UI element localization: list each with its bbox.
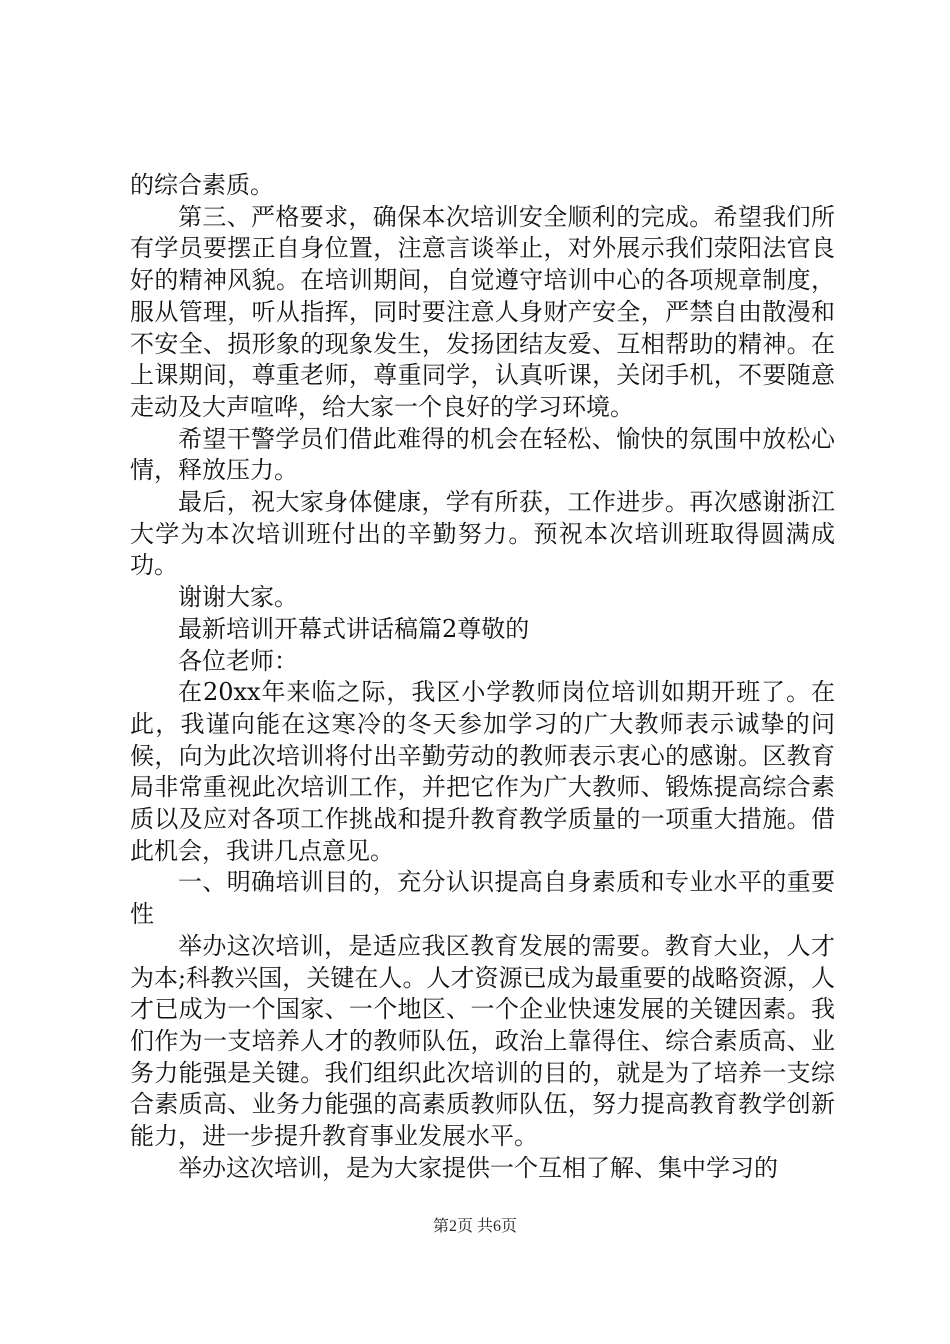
paragraph-2: 第三、严格要求，确保本次培训安全顺利的完成。希望我们所有学员要摆正自身位置，注意言谈举止，对外展示我们荥阳法官良好的精神风貌。在培训期间，自觉遵守培训中心的各项规章制度，服从管理，听从指挥，同时要注意人身财产安全，严禁自由散漫和不安全、损形象的现象发生，发扬团结友爱、互相帮助的精神。在上课期间，尊重老师，尊重同学，认真听课，关闭手机，不要随意走动及大声喧哗，给大家一个良好的学习环境。 bbox=[130, 202, 835, 421]
paragraph-1: 的综合素质。 bbox=[130, 171, 274, 199]
paragraph-4: 最后，祝大家身体健康，学有所获，工作进步。再次感谢浙江大学为本次培训班付出的辛勤努力。预祝本次培训班取得圆满成功。 bbox=[130, 488, 835, 580]
paragraph-10: 举办这次培训，是适应我区教育发展的需要。教育大业，人才为本;科教兴国，关键在人。人才资源已成为最重要的战略资源，人才已成为一个国家、一个地区、一个企业快速发展的关键因素。我们作为一支培养人才的教师队伍，政治上靠得住、综合素质高、业务力能强是关键。我们组织此次培训的目的，就是为了培养一支综合素质高、业务力能强的高素质教师队伍，努力提高教育教学创新能力，进一步提升教育事业发展水平。 bbox=[130, 931, 835, 1151]
paragraph-9-heading: 一、明确培训目的，充分认识提高自身素质和专业水平的重要性 bbox=[130, 868, 835, 929]
document-body bbox=[130, 170, 835, 1185]
page-number-footer: 第2页 共6页 bbox=[432, 1218, 517, 1235]
paragraph-11: 举办这次培训，是为大家提供一个互相了解、集中学习的 bbox=[178, 1153, 778, 1182]
paragraph-3: 希望干警学员们借此难得的机会在轻松、愉快的氛围中放松心情，释放压力。 bbox=[130, 424, 835, 485]
paragraph-5: 谢谢大家。 bbox=[178, 583, 298, 612]
paragraph-7-salutation: 各位老师： bbox=[178, 646, 298, 675]
paragraph-8: 在20xx年来临之际，我区小学教师岗位培训如期开班了。在此，我谨向能在这寒冷的冬天参加学习的广大教师表示诚挚的问候，向为此次培训将付出辛勤劳动的教师表示衷心的感谢。区教育局非常重视此次培训工作，并把它作为广大教师、锻炼提高综合素质以及应对各项工作挑战和提升教育教学质量的一项重大措施。借此机会，我讲几点意见。 bbox=[130, 678, 835, 865]
paragraph-6-section-heading: 最新培训开幕式讲话稿篇2尊敬的 bbox=[178, 614, 530, 643]
